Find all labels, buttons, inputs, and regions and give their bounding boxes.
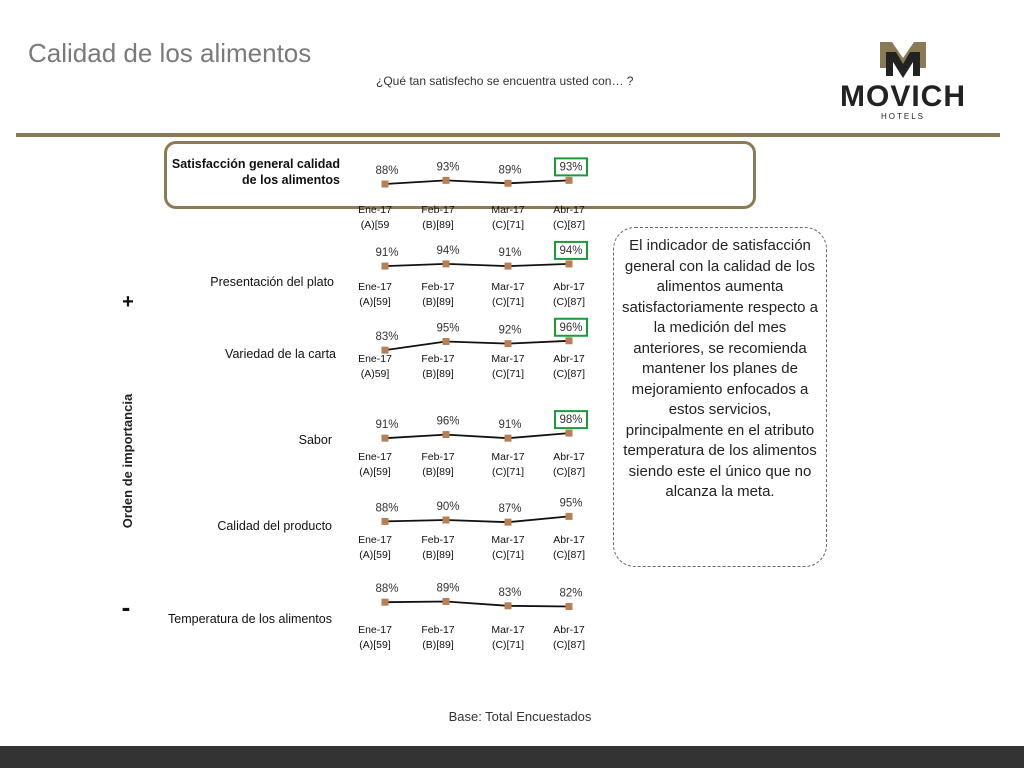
row-label-calidad-producto: Calidad del producto bbox=[217, 519, 332, 533]
period-sample-label: (B)[89] bbox=[422, 639, 454, 651]
row-label-temperatura: Temperatura de los alimentos bbox=[168, 612, 332, 626]
series-line bbox=[385, 602, 569, 607]
data-point bbox=[566, 337, 573, 344]
period-sample-label: (C)[71] bbox=[491, 368, 525, 380]
period-label: Ene-17 bbox=[358, 281, 392, 293]
period-sample-label: (B)[89] bbox=[422, 549, 454, 561]
period-label: Feb-17 bbox=[421, 534, 455, 546]
data-label: 83% bbox=[375, 331, 399, 344]
data-point bbox=[566, 260, 573, 267]
period-sample-label: (C)[87] bbox=[552, 639, 586, 651]
data-label: 87% bbox=[498, 503, 522, 516]
data-label: 94% bbox=[436, 244, 460, 257]
period-label: Feb-17 bbox=[421, 353, 455, 365]
series-line bbox=[385, 264, 569, 266]
period-label: Feb-17 bbox=[421, 624, 455, 636]
period-label: Abr-17 bbox=[553, 353, 585, 365]
row-label-line: de los alimentos bbox=[242, 173, 340, 187]
data-point bbox=[505, 435, 512, 442]
data-point bbox=[566, 177, 573, 184]
data-point bbox=[505, 602, 512, 609]
period-label: Abr-17 bbox=[553, 281, 585, 293]
data-point bbox=[382, 180, 389, 187]
data-label: 93% bbox=[436, 161, 460, 174]
period-sample-label: (A)[59] bbox=[359, 296, 391, 308]
period-sample-label: (A)[59 bbox=[360, 219, 390, 231]
period-sample-label: (C)[71] bbox=[491, 549, 525, 561]
data-label: 93% bbox=[559, 161, 583, 174]
period-sample-label: (C)[87] bbox=[552, 368, 586, 380]
row-label-sabor: Sabor bbox=[298, 433, 332, 447]
period-sample-label: (C)[71] bbox=[491, 466, 525, 478]
data-label: 91% bbox=[375, 419, 399, 432]
insight-note: El indicador de satisfacción general con la calidad de los alimentos aumenta satisfactoriamente respecto a la medición del mes anteriores, se recomienda mantener los planes de mejoramiento enfocados a estos servicios, principalmente en el atributo temperatura de los alimentos siendo este el único que no alcanza la meta. bbox=[613, 227, 827, 567]
period-label: Ene-17 bbox=[358, 451, 392, 463]
data-point bbox=[505, 519, 512, 526]
period-label: Mar-17 bbox=[491, 353, 525, 365]
data-label: 95% bbox=[436, 322, 460, 335]
data-label: 94% bbox=[559, 244, 583, 257]
data-label: 91% bbox=[498, 419, 522, 432]
data-point bbox=[382, 263, 389, 270]
data-point bbox=[382, 599, 389, 606]
data-point bbox=[443, 177, 450, 184]
series-line bbox=[385, 180, 569, 184]
data-label: 96% bbox=[559, 321, 583, 334]
importance-plus-marker: + bbox=[122, 291, 134, 313]
period-sample-label: (A)[59] bbox=[359, 549, 391, 561]
survey-question: ¿Qué tan satisfecho se encuentra usted con… ? bbox=[376, 74, 634, 88]
data-point bbox=[566, 430, 573, 437]
data-label: 89% bbox=[436, 582, 460, 595]
period-sample-label: (C)[87] bbox=[552, 549, 586, 561]
period-label: Abr-17 bbox=[553, 534, 585, 546]
period-label: Feb-17 bbox=[421, 451, 455, 463]
data-label: 89% bbox=[498, 164, 522, 177]
base-note: Base: Total Encuestados bbox=[448, 709, 592, 724]
data-label: 91% bbox=[375, 247, 399, 260]
period-label: Mar-17 bbox=[491, 451, 525, 463]
period-label: Mar-17 bbox=[491, 281, 525, 293]
data-point bbox=[505, 180, 512, 187]
data-point bbox=[382, 518, 389, 525]
row-label-variedad: Variedad de la carta bbox=[225, 347, 336, 361]
period-label: Ene-17 bbox=[358, 624, 392, 636]
period-sample-label: (B)[89] bbox=[422, 219, 454, 231]
period-sample-label: (C)[71] bbox=[491, 296, 525, 308]
series-line bbox=[385, 516, 569, 522]
period-sample-label: (A)[59] bbox=[359, 466, 391, 478]
period-sample-label: (C)[87] bbox=[552, 466, 586, 478]
period-label: Feb-17 bbox=[421, 281, 455, 293]
period-sample-label: (A)[59] bbox=[359, 639, 391, 651]
data-label: 91% bbox=[498, 247, 522, 260]
period-label: Abr-17 bbox=[553, 204, 585, 216]
data-point bbox=[443, 598, 450, 605]
period-sample-label: (C)[71] bbox=[491, 639, 525, 651]
period-sample-label: (B)[89] bbox=[422, 368, 454, 380]
period-label: Ene-17 bbox=[358, 204, 392, 216]
data-point bbox=[443, 517, 450, 524]
data-label: 95% bbox=[559, 497, 583, 510]
row-label-line: Satisfacción general calidad bbox=[171, 157, 340, 171]
importance-minus-marker: - bbox=[121, 592, 131, 622]
data-label: 82% bbox=[559, 587, 583, 600]
importance-axis-title: Orden de importancia bbox=[120, 393, 135, 529]
footer-band bbox=[0, 746, 1024, 768]
logo-wordmark: MOVICH bbox=[840, 80, 966, 113]
row-label-presentacion: Presentación del plato bbox=[210, 275, 334, 289]
data-point bbox=[566, 513, 573, 520]
data-label: 83% bbox=[498, 586, 522, 599]
period-label: Ene-17 bbox=[358, 353, 392, 365]
period-label: Mar-17 bbox=[491, 624, 525, 636]
period-label: Feb-17 bbox=[421, 204, 455, 216]
data-point bbox=[505, 340, 512, 347]
period-sample-label: (A)59] bbox=[360, 368, 390, 380]
period-label: Abr-17 bbox=[553, 451, 585, 463]
data-label: 88% bbox=[375, 583, 399, 596]
series-line bbox=[385, 433, 569, 438]
data-label: 88% bbox=[375, 502, 399, 515]
data-point bbox=[443, 431, 450, 438]
period-label: Ene-17 bbox=[358, 534, 392, 546]
data-label: 96% bbox=[436, 415, 460, 428]
period-label: Abr-17 bbox=[553, 624, 585, 636]
page-title: Calidad de los alimentos bbox=[28, 38, 312, 68]
logo-subtitle: HOTELS bbox=[880, 112, 926, 121]
data-label: 92% bbox=[498, 324, 522, 337]
data-point bbox=[505, 263, 512, 270]
period-label: Mar-17 bbox=[491, 534, 525, 546]
period-sample-label: (C)[87] bbox=[552, 296, 586, 308]
period-sample-label: (B)[89] bbox=[422, 296, 454, 308]
data-point bbox=[443, 338, 450, 345]
data-label: 88% bbox=[375, 164, 399, 177]
data-label: 90% bbox=[436, 501, 460, 513]
series-line bbox=[385, 341, 569, 350]
period-sample-label: (B)[89] bbox=[422, 466, 454, 478]
data-point bbox=[443, 260, 450, 267]
data-label: 98% bbox=[559, 414, 583, 427]
period-sample-label: (C)[87] bbox=[552, 219, 586, 231]
data-point bbox=[566, 603, 573, 610]
period-label: Mar-17 bbox=[491, 204, 525, 216]
period-sample-label: (C)[71] bbox=[491, 219, 525, 231]
data-point bbox=[382, 435, 389, 442]
